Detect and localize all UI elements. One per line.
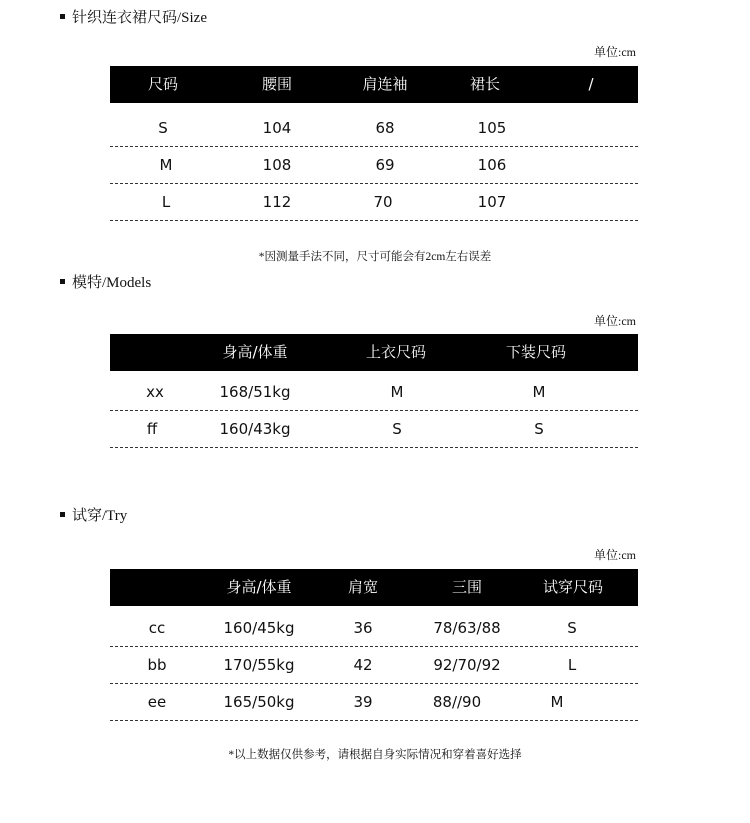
table-row — [110, 110, 638, 147]
models-unit-label: 单位:cm — [594, 314, 636, 328]
table-cell: S — [392, 420, 402, 438]
size-table-header — [110, 66, 638, 103]
table-cell: L — [567, 656, 577, 674]
table-cell: 88//90 — [432, 693, 482, 711]
table-cell: 42 — [353, 656, 373, 674]
bullet-icon — [60, 512, 65, 517]
table-cell: 107 — [477, 193, 507, 211]
table-row — [110, 610, 638, 647]
try-table-header — [110, 569, 638, 606]
header-cell: 身高/体重 — [222, 343, 288, 361]
table-row — [110, 147, 638, 184]
table-cell: 160/43kg — [219, 420, 291, 438]
table-cell: M — [532, 383, 546, 401]
table-cell: 92/70/92 — [433, 656, 501, 674]
models-table-header — [110, 334, 638, 371]
models-section-title — [60, 271, 151, 292]
table-cell: cc — [148, 619, 166, 637]
table-cell: 112 — [262, 193, 292, 211]
models-table — [110, 334, 638, 448]
bullet-icon — [60, 14, 65, 19]
table-cell: 105 — [477, 119, 507, 137]
table-cell: 168/51kg — [219, 383, 291, 401]
table-cell: S — [158, 119, 168, 137]
header-cell: 身高/体重 — [226, 578, 292, 596]
models-section-title-text: 模特/Models — [72, 275, 152, 291]
table-row — [110, 374, 638, 411]
table-cell: L — [161, 193, 171, 211]
size-table — [110, 66, 638, 221]
try-unit-label: 单位:cm — [594, 548, 636, 562]
table-cell: 165/50kg — [223, 693, 295, 711]
table-cell: M — [159, 156, 173, 174]
size-note: *因测量手法不同，尺寸可能会有2cm左右误差 — [258, 251, 492, 263]
table-cell: ff — [146, 420, 158, 438]
header-cell: 裙长 — [469, 75, 501, 93]
table-cell: 108 — [262, 156, 292, 174]
header-cell: / — [588, 75, 594, 93]
header-cell: 尺码 — [147, 75, 179, 93]
table-cell: xx — [146, 383, 164, 401]
table-cell: ee — [147, 693, 167, 711]
table-cell: S — [567, 619, 577, 637]
try-table — [110, 569, 638, 721]
table-cell: 106 — [477, 156, 507, 174]
header-cell: 腰围 — [261, 75, 293, 93]
table-cell: bb — [147, 656, 167, 674]
table-cell: M — [390, 383, 404, 401]
table-cell: 36 — [353, 619, 373, 637]
table-row — [110, 411, 638, 448]
header-cell: 上衣尺码 — [365, 343, 427, 361]
table-cell: 69 — [375, 156, 395, 174]
bullet-icon — [60, 279, 65, 284]
table-cell: S — [534, 420, 544, 438]
try-section-title — [60, 504, 127, 525]
header-cell: 肩连袖 — [362, 75, 408, 93]
header-cell: 肩宽 — [347, 578, 379, 596]
table-cell: 160/45kg — [223, 619, 295, 637]
table-cell: 39 — [353, 693, 373, 711]
table-cell: 78/63/88 — [433, 619, 501, 637]
try-section-title-text: 试穿/Try — [72, 508, 128, 524]
table-row — [110, 184, 638, 221]
header-cell: 下装尺码 — [505, 343, 567, 361]
table-cell: 68 — [375, 119, 395, 137]
size-unit-label: 单位:cm — [594, 45, 636, 59]
header-cell: 试穿尺码 — [542, 578, 604, 596]
table-cell: M — [550, 693, 564, 711]
try-note: *以上数据仅供参考，请根据自身实际情况和穿着喜好选择 — [228, 749, 522, 761]
table-cell: 104 — [262, 119, 292, 137]
size-section-title — [60, 6, 207, 27]
table-cell: 170/55kg — [223, 656, 295, 674]
table-row — [110, 684, 638, 721]
header-cell: 三围 — [451, 578, 483, 596]
table-row — [110, 647, 638, 684]
table-cell: 70 — [373, 193, 393, 211]
size-section-title-text: 针织连衣裙尺码/Size — [72, 10, 207, 26]
